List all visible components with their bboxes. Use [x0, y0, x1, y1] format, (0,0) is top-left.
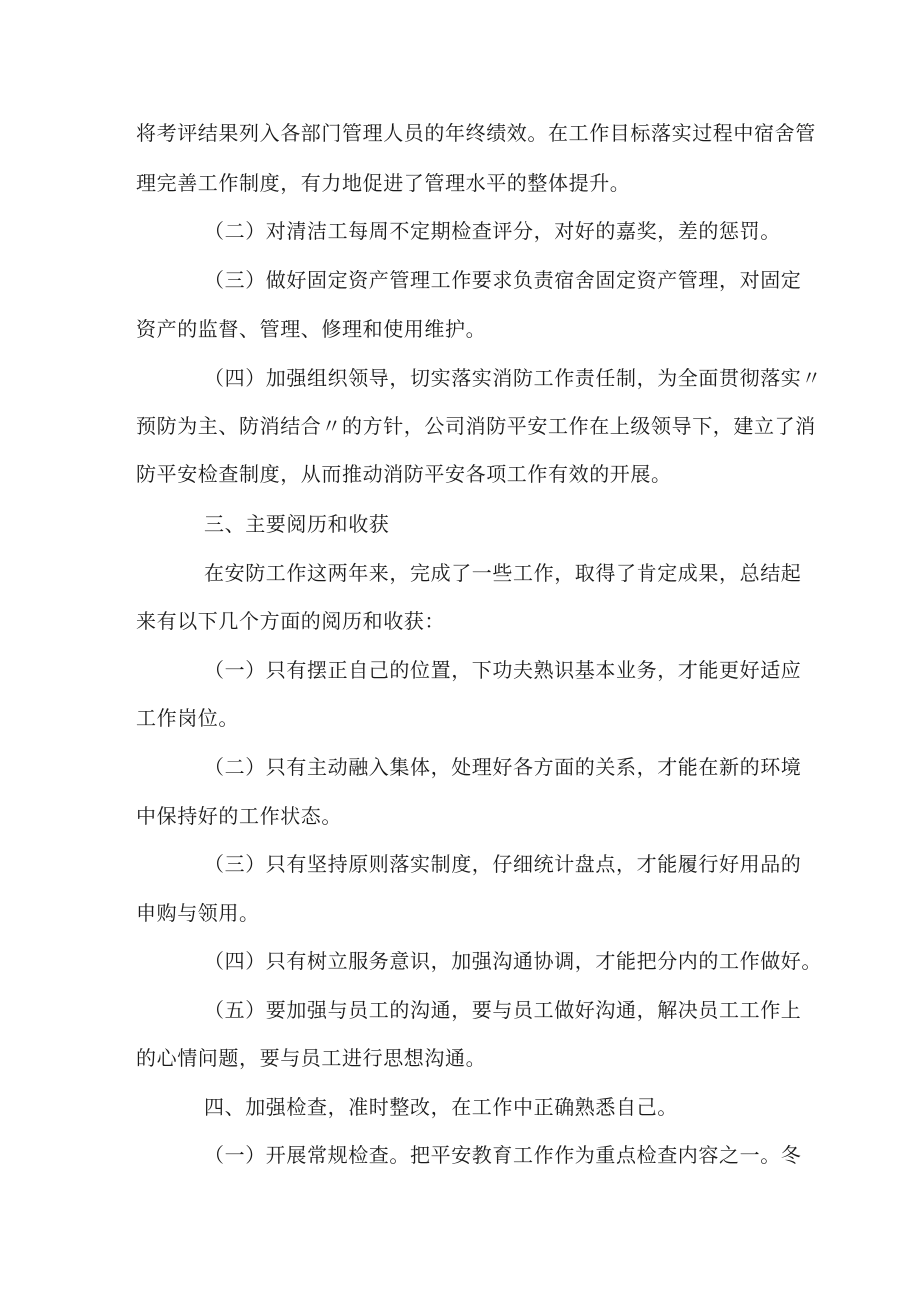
text-line: 来有以下几个方面的阅历和收获：	[136, 609, 445, 633]
text-line: 在安防工作这两年来，完成了一些工作，取得了肯定成果，总结起	[204, 561, 802, 585]
text-line: 预防为主、防消结合〃的方针，公司消防平安工作在上级领导下，建立了消	[136, 414, 816, 438]
text-line: （四）加强组织领导，切实落实消防工作责任制，为全面贯彻落实〃	[204, 366, 822, 390]
text-line: （二）对清洁工每周不定期检查评分，对好的嘉奖，差的惩罚。	[204, 219, 781, 243]
text-line: 申购与领用。	[136, 901, 260, 925]
text-line: 将考评结果列入各部门管理人员的年终绩效。在工作目标落实过程中宿舍管	[136, 121, 816, 145]
text-line: （二）只有主动融入集体，处理好各方面的关系，才能在新的环境	[204, 755, 802, 779]
text-line: 资产的监督、管理、修理和使用维护。	[136, 317, 487, 341]
text-line: 理完善工作制度，有力地促进了管理水平的整体提升。	[136, 171, 631, 195]
section-heading: 三、主要阅历和收获	[204, 512, 390, 536]
text-line: （一）开展常规检查。把平安教育工作作为重点检查内容之一。冬	[204, 1143, 802, 1167]
text-line: 工作岗位。	[136, 706, 239, 730]
text-line: （三）只有坚持原则落实制度，仔细统计盘点，才能履行好用品的	[204, 852, 802, 876]
text-line: （三）做好固定资产管理工作要求负责宿舍固定资产管理，对固定	[204, 268, 802, 292]
section-heading: 四、加强检查，准时整改，在工作中正确熟悉自己。	[204, 1095, 678, 1119]
text-line: 的心情问题，要与员工进行思想沟通。	[136, 1046, 487, 1070]
text-line: （一）只有摆正自己的位置，下功夫熟识基本业务，才能更好适应	[204, 658, 802, 682]
text-line: （四）只有树立服务意识，加强沟通协调，才能把分内的工作做好。	[204, 949, 822, 973]
text-line: 中保持好的工作状态。	[136, 804, 342, 828]
text-line: （五）要加强与员工的沟通，要与员工做好沟通，解决员工工作上	[204, 998, 802, 1022]
text-line: 防平安检查制度，从而推动消防平安各项工作有效的开展。	[136, 462, 672, 486]
